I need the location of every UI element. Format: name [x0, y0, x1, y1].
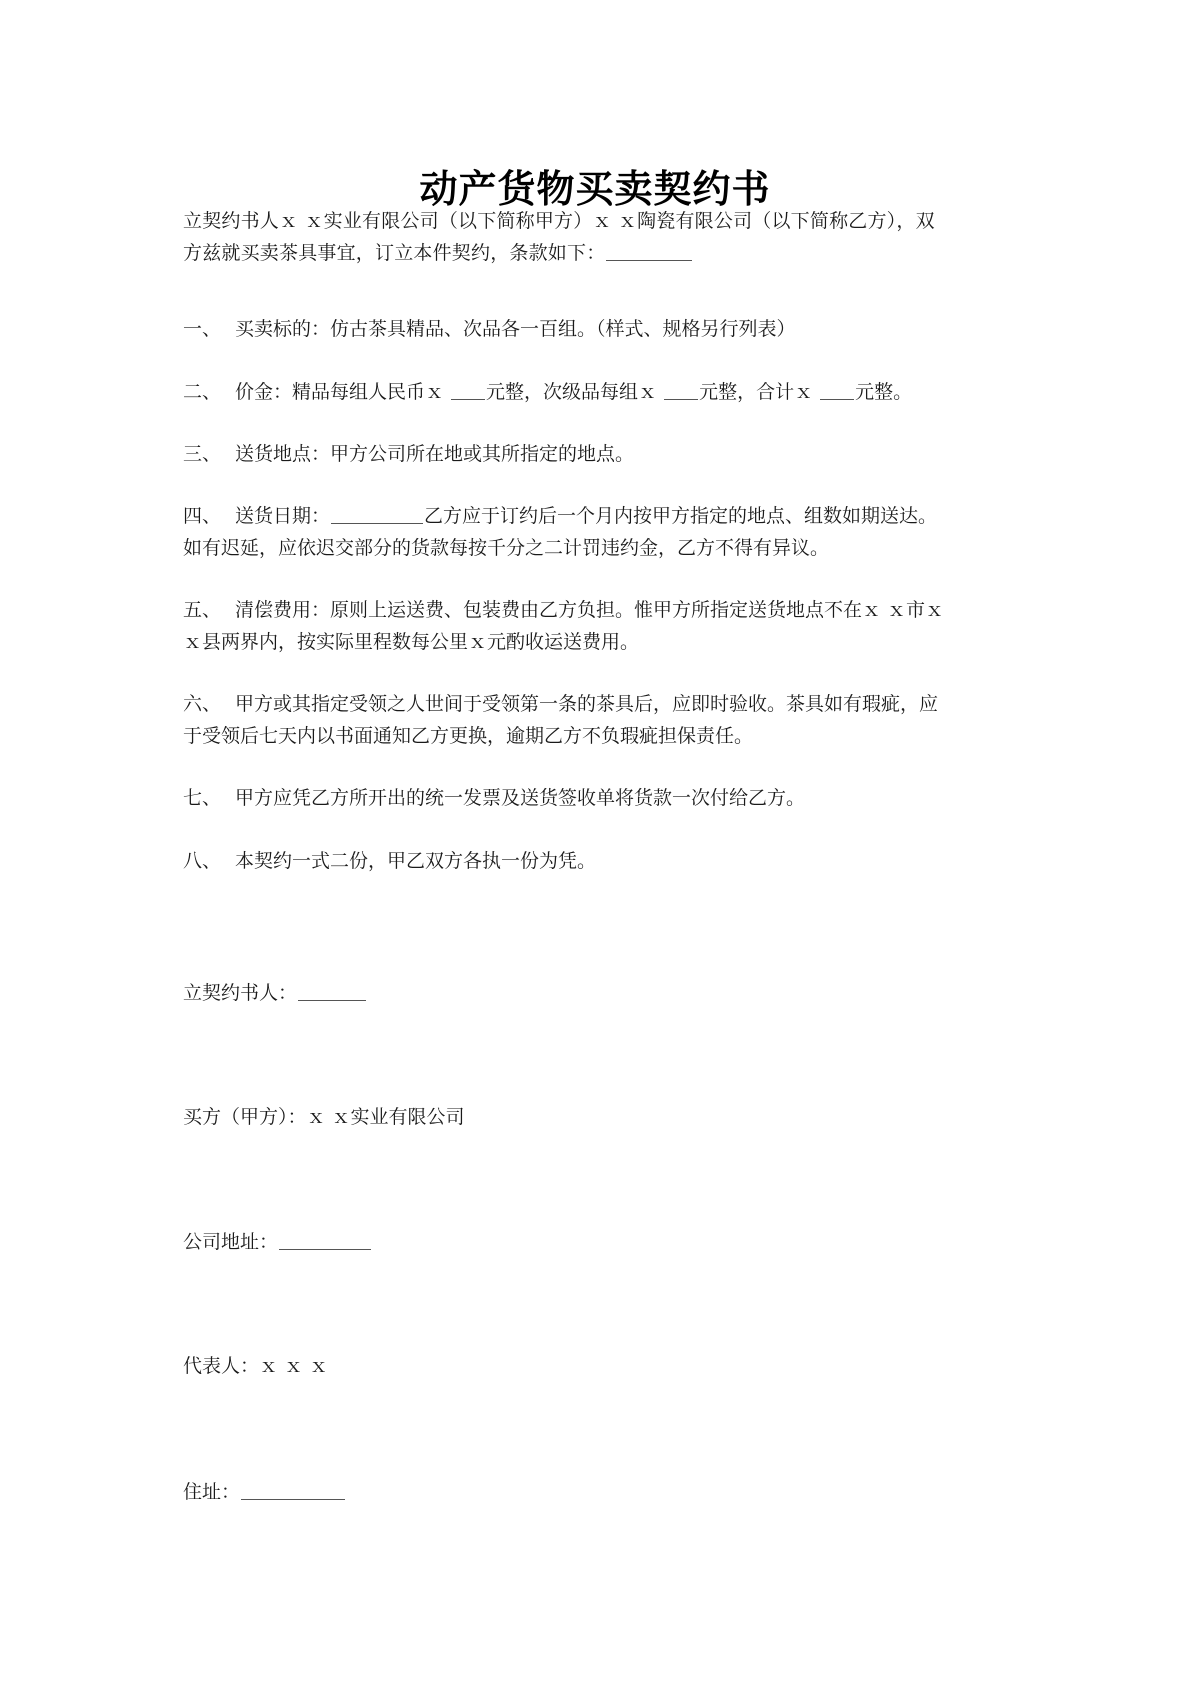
clause-number: 五、: [183, 599, 222, 621]
clause-text-part-1: 价金：精品每组人民币ｘ: [235, 381, 451, 403]
residence-label: 住址：: [183, 1481, 241, 1503]
clause-3: [183, 438, 1013, 470]
secondary-price-blank: [664, 379, 698, 400]
clause-text-part-2: 乙方应于订约后一个月内按甲方指定的地点、组数如期送达。: [424, 505, 938, 527]
clause-4: [183, 500, 1013, 564]
clause-line-1: [183, 500, 1013, 532]
clause-5: [183, 594, 1013, 658]
clause-text: 本契约一式二份，甲乙双方各执一份为凭。: [235, 850, 597, 872]
preamble-line-2-text: 方兹就买卖茶具事宜，订立本件契约，条款如下：: [183, 242, 606, 264]
clause-line-2: 如有迟延，应依迟交部分的货款每按千分之二计罚违约金，乙方不得有异议。: [183, 537, 830, 559]
clause-text-part-3: 元整，合计ｘ: [699, 381, 820, 403]
contractor-label: 立契约书人：: [183, 982, 298, 1004]
signature-buyer: [183, 1101, 465, 1133]
clause-text-part-1: 送货日期：: [235, 505, 331, 527]
clause-line-2: ｘ县两界内，按实际里程数每公里ｘ元酌收运送费用。: [183, 631, 640, 653]
company-address-label: 公司地址：: [183, 1231, 279, 1253]
total-price-blank: [820, 379, 854, 400]
clause-8: [183, 845, 1013, 877]
clause-text: 清偿费用：原则上运送费、包装费由乙方负担。惟甲方所指定送货地点不在ｘ ｘ市ｘ: [235, 599, 945, 621]
clause-text: 送货地点：甲方公司所在地或其所指定的地点。: [235, 443, 635, 465]
signature-representative: [183, 1350, 328, 1382]
clause-number: 二、: [183, 381, 222, 403]
clause-text: 买卖标的：仿古茶具精品、次品各一百组。（样式、规格另行列表）: [235, 318, 796, 340]
clause-number: 七、: [183, 787, 222, 809]
clause-7: [183, 782, 1013, 814]
buyer-value: ｘ ｘ实业有限公司: [306, 1106, 465, 1128]
document-title: 动产货物买卖契约书: [419, 167, 771, 211]
preamble-blank: [606, 240, 692, 261]
clause-number: 八、: [183, 850, 222, 872]
signature-contractor: [183, 977, 367, 1009]
company-address-blank: [279, 1229, 371, 1250]
clause-number: 四、: [183, 505, 222, 527]
clause-number: 三、: [183, 443, 222, 465]
clause-text: 甲方或其指定受领之人世间于受领第一条的茶具后，应即时验收。茶具如有瑕疵，应: [235, 693, 939, 715]
clause-number: 六、: [183, 693, 222, 715]
signature-company-address: [183, 1226, 372, 1258]
premium-price-blank: [451, 379, 485, 400]
clause-6: [183, 688, 1013, 752]
residence-blank: [241, 1479, 345, 1500]
contractor-blank: [298, 980, 366, 1001]
signature-residence: [183, 1476, 346, 1508]
clause-line-1: [183, 688, 1013, 720]
clause-2: [183, 376, 1013, 408]
clause-line-1: [183, 594, 1013, 626]
buyer-label: 买方（甲方）：: [183, 1106, 307, 1128]
preamble-line-1: 立契约书人ｘ ｘ实业有限公司（以下简称甲方）ｘ ｘ陶瓷有限公司（以下简称乙方），双: [183, 210, 935, 232]
clause-number: 一、: [183, 318, 222, 340]
clause-line-2: 于受领后七天内以书面通知乙方更换，逾期乙方不负瑕疵担保责任。: [183, 725, 754, 747]
clause-text-part-4: 元整。: [855, 381, 913, 403]
delivery-date-blank: [331, 503, 423, 524]
clause-text: 甲方应凭乙方所开出的统一发票及送货签收单将货款一次付给乙方。: [235, 787, 806, 809]
representative-label: 代表人：: [183, 1355, 260, 1377]
representative-value: ｘ ｘ ｘ: [259, 1355, 329, 1377]
preamble-line-2: [183, 237, 1013, 269]
preamble: [183, 205, 1013, 269]
clause-text-part-2: 元整，次级品每组ｘ: [486, 381, 664, 403]
clause-1: [183, 313, 1013, 345]
